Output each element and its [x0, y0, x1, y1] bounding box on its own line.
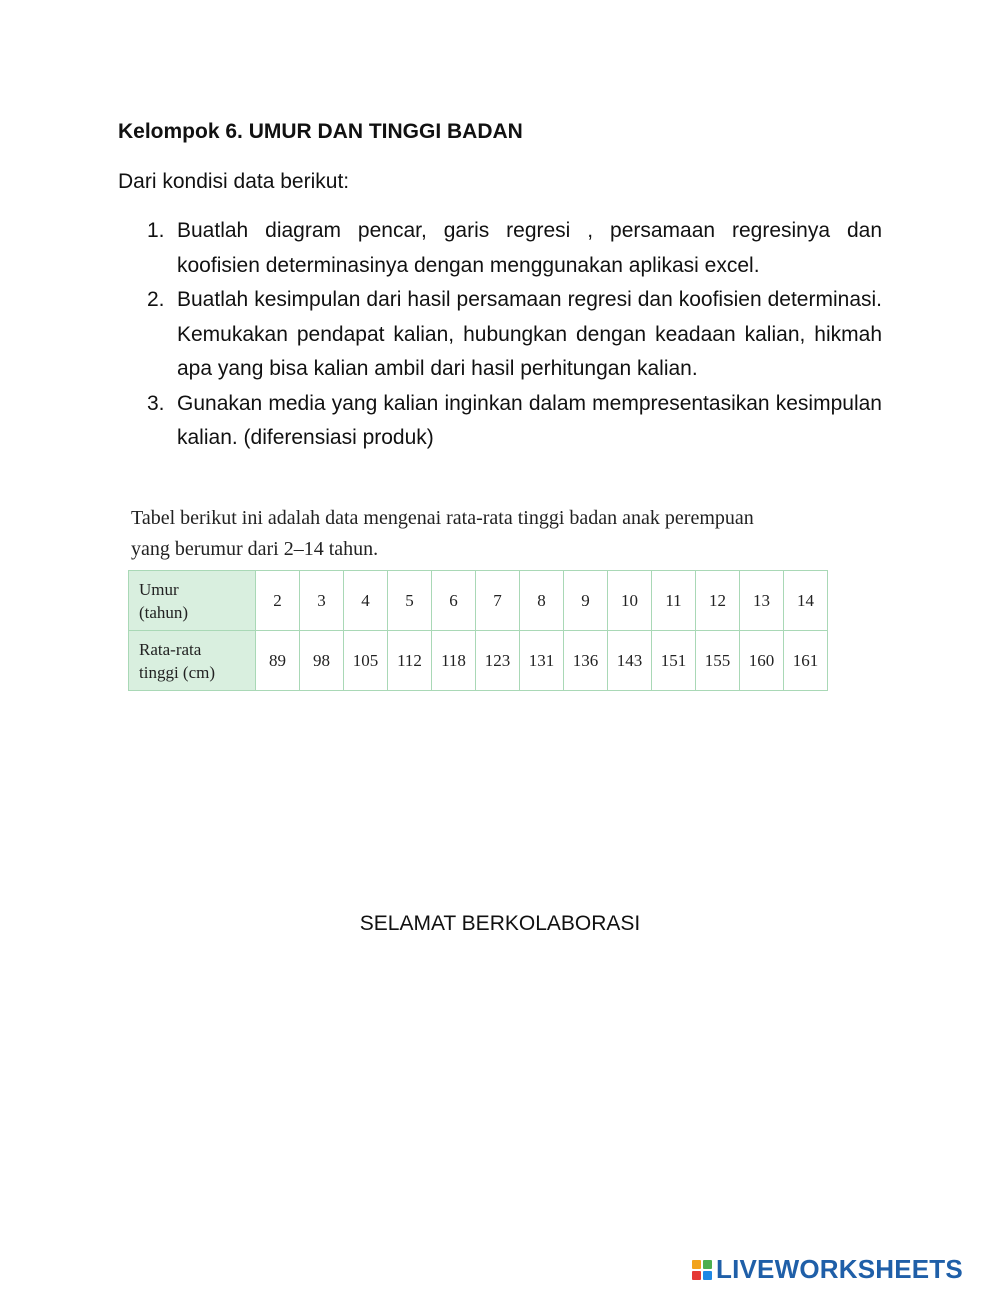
table-cell: 14: [784, 571, 828, 631]
brand-name: LIVEWORKSHEETS: [716, 1254, 963, 1284]
row-header-tinggi: Rata-rata tinggi (cm): [129, 631, 256, 691]
table-cell: 3: [300, 571, 344, 631]
task-text-line: kesimpulan kalian. (diferensiasi produk): [177, 391, 882, 449]
table-cell: 11: [652, 571, 696, 631]
task-text-line: Buatlah diagram pencar, garis regresi , persamaan regresinya dan: [177, 219, 882, 242]
table-cell: 118: [432, 631, 476, 691]
table-cell: 98: [300, 631, 344, 691]
age-height-table: [128, 570, 828, 691]
task-list: [140, 214, 882, 456]
task-item-1: [140, 214, 882, 283]
table-cell: 2: [256, 571, 300, 631]
table-cell: 123: [476, 631, 520, 691]
logo-square: [692, 1271, 701, 1280]
row-header-umur: Umur (tahun): [129, 571, 256, 631]
table-caption: [131, 503, 851, 565]
task-number: 3.: [147, 391, 165, 415]
table-cell: 13: [740, 571, 784, 631]
table-cell: 131: [520, 631, 564, 691]
caption-line: yang berumur dari 2–14 tahun.: [131, 538, 379, 560]
task-number: 2.: [147, 288, 165, 311]
table-cell: 112: [388, 631, 432, 691]
task-number: 1.: [147, 219, 165, 242]
logo-square: [703, 1260, 712, 1269]
task-item-2: [140, 283, 882, 387]
task-text-line: koofisien determinasinya dengan menggunakan aplikasi excel.: [177, 253, 760, 277]
caption-line: Tabel berikut ini adalah data mengenai rata-rata tinggi badan anak perempuan: [131, 507, 754, 529]
logo-square: [692, 1260, 701, 1269]
closing-text: SELAMAT BERKOLABORASI: [359, 912, 641, 935]
task-text-line: determinasi. Kemukakan pendapat kalian, hubungkan dengan: [177, 288, 882, 346]
task-text-line: perhitungan kalian.: [520, 357, 698, 380]
liveworksheets-logo-icon: [692, 1260, 712, 1280]
task-text-line: Gunakan media yang kalian inginkan dalam mempresentasikan: [177, 391, 770, 415]
table-cell: 161: [784, 631, 828, 691]
table-row-tinggi: [129, 631, 828, 691]
table-cell: 5: [388, 571, 432, 631]
logo-square: [703, 1271, 712, 1280]
table-cell: 6: [432, 571, 476, 631]
task-item-3: [140, 387, 882, 456]
task-text-line: Buatlah kesimpulan dari hasil persamaan regresi dan koofisien: [177, 288, 762, 311]
table-cell: 160: [740, 631, 784, 691]
table-cell: 8: [520, 571, 564, 631]
intro-text: Dari kondisi data berikut:: [118, 170, 350, 193]
table-cell: 151: [652, 631, 696, 691]
table-cell: 10: [608, 571, 652, 631]
task-text-line: keadaan kalian, hikmah apa yang bisa kalian ambil dari hasil: [177, 322, 882, 380]
table-row-umur: [129, 571, 828, 631]
table-cell: 4: [344, 571, 388, 631]
table-cell: 9: [564, 571, 608, 631]
table-cell: 155: [696, 631, 740, 691]
table-cell: 136: [564, 631, 608, 691]
table-cell: 105: [344, 631, 388, 691]
table-cell: 89: [256, 631, 300, 691]
page-heading: Kelompok 6. UMUR DAN TINGGI BADAN: [118, 120, 523, 143]
liveworksheets-brand[interactable]: [692, 1254, 963, 1285]
table-cell: 12: [696, 571, 740, 631]
table-cell: 7: [476, 571, 520, 631]
table-cell: 143: [608, 631, 652, 691]
